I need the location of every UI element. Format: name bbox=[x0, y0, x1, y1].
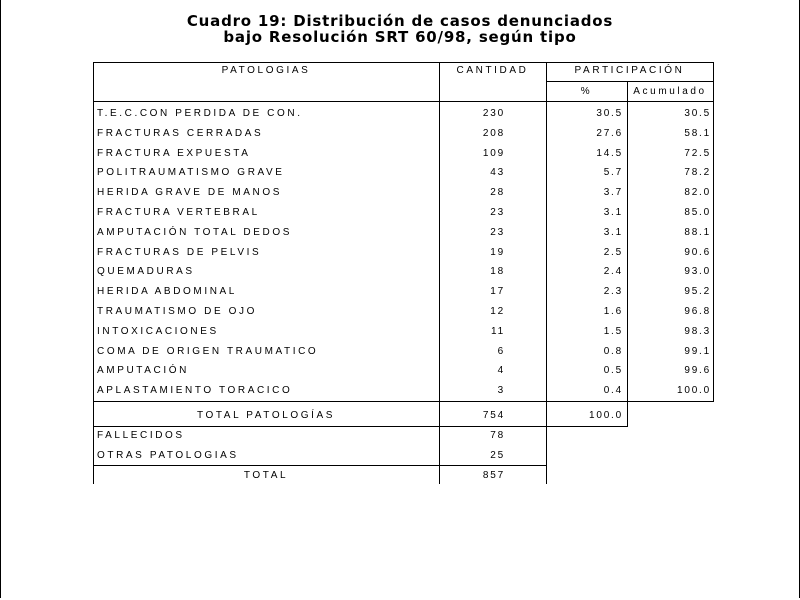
row-cantidad: 11 bbox=[491, 325, 505, 337]
col-rule-cantidad bbox=[439, 62, 440, 484]
extra-row-label: FALLECIDOS bbox=[97, 430, 185, 441]
row-label: FRACTURA VERTEBRAL bbox=[97, 207, 260, 218]
row-label: FRACTURA EXPUESTA bbox=[97, 147, 251, 159]
row-cantidad: 19 bbox=[490, 246, 505, 258]
row-pct: 2.5 bbox=[603, 246, 623, 258]
total-patologias-bottom-rule bbox=[93, 426, 628, 427]
row-pct: 5.7 bbox=[603, 167, 623, 179]
table-right-border bbox=[713, 62, 714, 402]
row-pct: 0.8 bbox=[603, 345, 623, 357]
row-label: APLASTAMIENTO TORACICO bbox=[97, 385, 293, 397]
row-cantidad: 208 bbox=[482, 127, 505, 139]
row-pct: 3.1 bbox=[603, 226, 623, 238]
row-cantidad: 18 bbox=[490, 266, 505, 278]
row-label: AMPUTACIÓN TOTAL DEDOS bbox=[97, 226, 292, 238]
row-pct: 0.5 bbox=[603, 365, 623, 377]
row-label: FRACTURAS DE PELVIS bbox=[97, 246, 262, 258]
total-patologias-label: TOTAL PATOLOGÍAS bbox=[196, 410, 336, 421]
row-acumulado: 98.3 bbox=[684, 325, 711, 337]
row-acumulado: 96.8 bbox=[684, 306, 711, 317]
header-patologias: PATOLOGIAS bbox=[221, 65, 311, 76]
row-acumulado: 85.0 bbox=[684, 207, 711, 218]
row-cantidad: 23 bbox=[490, 226, 505, 238]
table-title-line2: bajo Resolución SRT 60/98, según tipo bbox=[223, 28, 577, 46]
row-acumulado: 72.5 bbox=[684, 147, 711, 159]
row-cantidad: 3 bbox=[497, 385, 505, 397]
header-cantidad: CANTIDAD bbox=[456, 65, 529, 76]
col-rule-acumulado bbox=[627, 81, 628, 427]
extra-row-cantidad: 25 bbox=[490, 450, 505, 461]
table-left-border bbox=[93, 62, 94, 484]
row-pct: 27.6 bbox=[596, 127, 623, 139]
header-sub-rule bbox=[546, 81, 714, 82]
row-cantidad: 6 bbox=[497, 345, 505, 357]
row-pct: 0.4 bbox=[603, 385, 623, 397]
row-label: HERIDA GRAVE DE MANOS bbox=[97, 187, 282, 199]
row-pct: 2.3 bbox=[603, 286, 623, 298]
extra-row-label: OTRAS PATOLOGIAS bbox=[97, 450, 239, 461]
row-pct: 1.5 bbox=[603, 325, 623, 337]
row-cantidad: 12 bbox=[490, 306, 505, 317]
header-participacion: PARTICIPACIÓN bbox=[574, 65, 685, 76]
row-cantidad: 17 bbox=[490, 286, 505, 298]
row-pct: 3.7 bbox=[603, 187, 623, 199]
row-acumulado: 88.1 bbox=[684, 226, 711, 238]
row-acumulado: 58.1 bbox=[684, 127, 711, 139]
row-cantidad: 230 bbox=[482, 108, 505, 119]
total-cantidad: 857 bbox=[482, 470, 505, 481]
row-pct: 30.5 bbox=[596, 108, 623, 119]
col-rule-participacion bbox=[546, 62, 547, 484]
row-acumulado: 30.5 bbox=[684, 108, 711, 119]
row-acumulado: 95.2 bbox=[684, 286, 711, 298]
row-cantidad: 109 bbox=[482, 147, 505, 159]
row-label: T.E.C.CON PERDIDA DE CON. bbox=[97, 108, 303, 119]
row-acumulado: 100.0 bbox=[676, 385, 711, 397]
row-cantidad: 23 bbox=[490, 207, 505, 218]
row-label: POLITRAUMATISMO GRAVE bbox=[97, 167, 285, 179]
header-acumulado: Acumulado bbox=[633, 86, 707, 97]
row-label: HERIDA ABDOMINAL bbox=[97, 286, 237, 298]
row-pct: 3.1 bbox=[603, 207, 623, 218]
header-pct: % bbox=[580, 86, 593, 97]
row-label: INTOXICACIONES bbox=[97, 325, 219, 337]
total-patologias-pct: 100.0 bbox=[588, 410, 623, 421]
row-acumulado: 78.2 bbox=[684, 167, 711, 179]
row-pct: 1.6 bbox=[603, 306, 623, 317]
row-label: QUEMADURAS bbox=[97, 266, 195, 278]
total-patologias-cantidad: 754 bbox=[482, 410, 505, 421]
header-bottom-rule bbox=[93, 101, 714, 102]
row-acumulado: 90.6 bbox=[684, 246, 711, 258]
extra-row-cantidad: 78 bbox=[490, 430, 505, 441]
row-acumulado: 99.6 bbox=[684, 365, 711, 377]
row-label: AMPUTACIÓN bbox=[97, 365, 189, 377]
row-cantidad: 28 bbox=[490, 187, 505, 199]
row-acumulado: 82.0 bbox=[684, 187, 711, 199]
body-bottom-rule bbox=[93, 401, 714, 402]
row-acumulado: 93.0 bbox=[684, 266, 711, 278]
row-cantidad: 4 bbox=[497, 365, 505, 377]
row-label: FRACTURAS CERRADAS bbox=[97, 127, 264, 139]
table-title-line1: Cuadro 19: Distribución de casos denunciados bbox=[186, 12, 614, 30]
row-acumulado: 99.1 bbox=[684, 345, 711, 357]
total-label: TOTAL bbox=[243, 470, 289, 481]
row-cantidad: 43 bbox=[490, 167, 505, 179]
extra-rows-bottom-rule bbox=[93, 465, 547, 466]
row-pct: 2.4 bbox=[603, 266, 623, 278]
row-pct: 14.5 bbox=[596, 147, 623, 159]
row-label: TRAUMATISMO DE OJO bbox=[97, 306, 257, 317]
row-label: COMA DE ORIGEN TRAUMATICO bbox=[97, 345, 319, 357]
table-top-border bbox=[93, 62, 714, 63]
